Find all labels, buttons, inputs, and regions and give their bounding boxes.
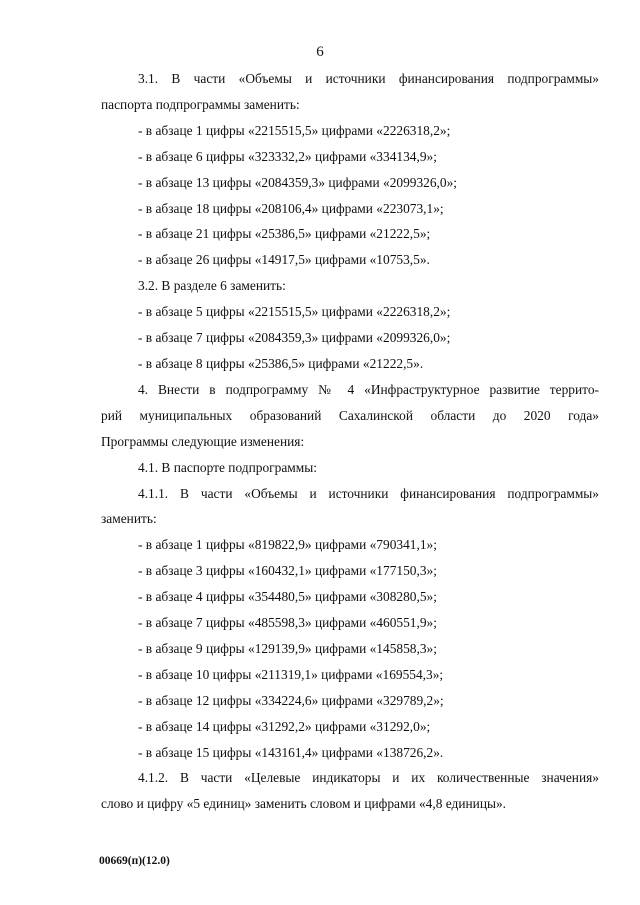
- list-item: - в абзаце 15 цифры «143161,4» цифрами «138726,2».: [138, 744, 444, 760]
- paragraph-line: Программы следующие изменения:: [101, 433, 305, 449]
- list-item: - в абзаце 14 цифры «31292,2» цифрами «31292,0»;: [138, 718, 431, 734]
- paragraph-line: рий муниципальных образований Сахалинской области до 2020 года»: [101, 407, 599, 423]
- list-item: - в абзаце 7 цифры «2084359,3» цифрами «2099326,0»;: [138, 330, 451, 346]
- paragraph-line: 3.1. В части «Объемы и источники финансирования подпрограммы»: [138, 71, 599, 86]
- list-item: - в абзаце 1 цифры «819822,9» цифрами «790341,1»;: [138, 537, 437, 553]
- list-item: - в абзаце 18 цифры «208106,4» цифрами «223073,1»;: [138, 200, 444, 216]
- list-item: - в абзаце 4 цифры «354480,5» цифрами «308280,5»;: [138, 589, 437, 605]
- list-item: - в абзаце 12 цифры «334224,6» цифрами «329789,2»;: [138, 692, 444, 708]
- list-item: - в абзаце 7 цифры «485598,3» цифрами «460551,9»;: [138, 615, 437, 631]
- paragraph-line: 4. Внести в подпрограмму № 4 «Инфраструктурное развитие террито-: [138, 381, 599, 397]
- list-item: - в абзаце 1 цифры «2215515,5» цифрами «2226318,2»;: [138, 122, 451, 138]
- paragraph-line: 4.1.2. В части «Целевые индикаторы и их количественные значения»: [138, 770, 599, 786]
- list-item: - в абзаце 21 цифры «25386,5» цифрами «21222,5»;: [138, 226, 431, 242]
- section-heading: 4.1. В паспорте подпрограммы:: [138, 459, 317, 475]
- list-item: - в абзаце 5 цифры «2215515,5» цифрами «2226318,2»;: [138, 304, 451, 320]
- list-item: - в абзаце 13 цифры «2084359,3» цифрами «2099326,0»;: [138, 174, 458, 190]
- list-item: - в абзаце 10 цифры «211319,1» цифрами «169554,3»;: [138, 666, 444, 682]
- section-heading: 3.2. В разделе 6 заменить:: [138, 278, 286, 294]
- document-code: 00669(п)(12.0): [99, 855, 170, 867]
- paragraph-line: заменить:: [101, 511, 157, 527]
- paragraph-line: 4.1.1. В части «Объемы и источники финансирования подпрограммы»: [138, 485, 599, 501]
- page-number: 6: [316, 44, 324, 60]
- document-body: [101, 66, 599, 817]
- paragraph-line: паспорта подпрограммы заменить:: [101, 96, 300, 112]
- list-item: - в абзаце 3 цифры «160432,1» цифрами «177150,3»;: [138, 563, 437, 579]
- list-item: - в абзаце 6 цифры «323332,2» цифрами «334134,9»;: [138, 148, 437, 164]
- paragraph-line: слово и цифру «5 единиц» заменить словом и цифрами «4,8 единицы».: [101, 796, 507, 812]
- list-item: - в абзаце 8 цифры «25386,5» цифрами «21222,5».: [138, 355, 424, 371]
- list-item: - в абзаце 26 цифры «14917,5» цифрами «10753,5».: [138, 252, 430, 268]
- list-item: - в абзаце 9 цифры «129139,9» цифрами «145858,3»;: [138, 640, 437, 656]
